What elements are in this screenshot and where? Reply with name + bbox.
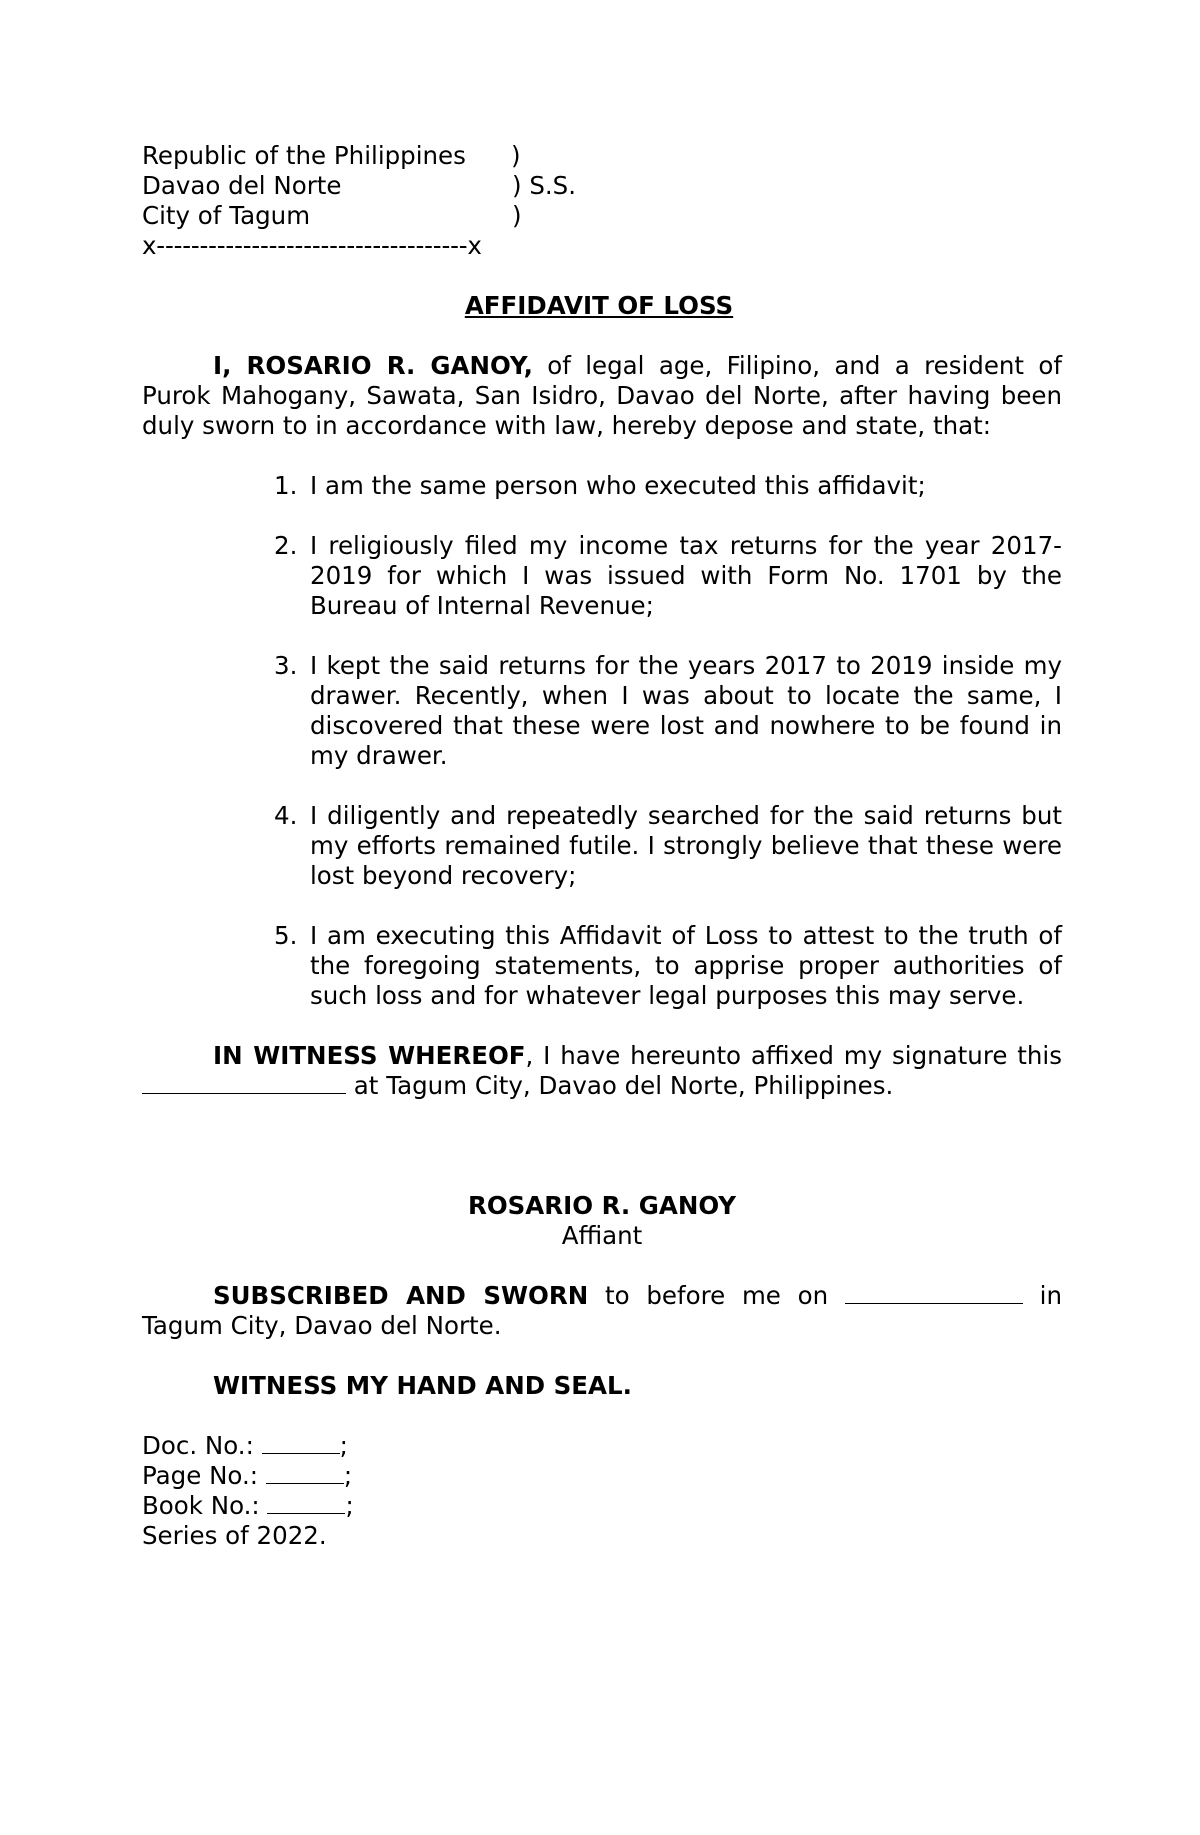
statement-item [142,801,1062,891]
witness-paragraph: IN WITNESS WHEREOF, I have hereunto affixed my signature this at Tagum City, Davao del Norte, Philippines. [142,1041,1062,1101]
caption-line-country [142,141,1062,171]
series-line: Series of 2022. [142,1521,327,1550]
book-no-blank [267,1491,345,1514]
intro-text: of legal age, Filipino, and a resident of Purok Mahogany, Sawata, San Isidro, Davao del Norte, after having been duly sworn to in accordance with law, hereby depose and state, that: [142,351,1062,440]
caption-country: Republic of the Philippines [142,141,466,170]
affiant-name-intro: I, ROSARIO R. GANOY, [213,351,533,380]
caption-line-city [142,201,1062,231]
statement-number: 1. [274,471,298,500]
statement-text: I religiously filed my income tax returns for the year 2017-2019 for which I was issued with Form No. 1701 by the Bureau of Internal Revenue; [310,531,1062,620]
statement-number: 3. [274,651,298,680]
statement-item [142,471,1062,501]
statement-text: I kept the said returns for the years 2017 to 2019 inside my drawer. Recently, when I was about to locate the same, I discovered that these were lost and nowhere to be found in my drawer. [310,651,1062,770]
statement-number: 2. [274,531,298,560]
sworn-date-blank [845,1281,1023,1304]
statement-text: I am executing this Affidavit of Loss to attest to the truth of the foregoing statements, to apprise proper authorities of such loss and for whatever legal purposes this may serve. [310,921,1062,1010]
caption-city: City of Tagum [142,201,311,230]
signature-block [142,1191,1062,1251]
doc-no-line: Doc. No.: ; [142,1431,348,1460]
subscribed-sworn: SUBSCRIBED AND SWORN [213,1281,589,1310]
statement-text: I am the same person who executed this affidavit; [310,471,926,500]
caption-ss: ) S.S. [512,171,577,200]
statement-number: 5. [274,921,298,950]
notarial-register [142,1431,1062,1551]
statement-item [142,921,1062,1011]
doc-no-blank [262,1431,340,1454]
page-no-blank [266,1461,344,1484]
statement-text: I diligently and repeatedly searched for the said returns but my efforts remained futile. I strongly believe that these were lost beyond recovery; [310,801,1062,890]
statements-list [142,471,1062,1011]
document-title: AFFIDAVIT OF LOSS [464,291,734,320]
book-no-line: Book No.: ; [142,1491,354,1520]
witness-hand-seal: WITNESS MY HAND AND SEAL. [213,1371,632,1400]
intro-paragraph [142,351,1062,441]
statement-item [142,651,1062,771]
caption-line-province [142,171,1062,201]
affiant-role: Affiant [561,1221,643,1250]
signature-date-blank [142,1071,346,1094]
page-no-line: Page No.: ; [142,1461,353,1490]
caption-bracket: ) [512,201,522,230]
statement-item [142,531,1062,621]
witness-whereof: IN WITNESS WHEREOF [213,1041,526,1070]
caption-province: Davao del Norte [142,171,342,200]
jurat-paragraph: SUBSCRIBED AND SWORN to before me on in Tagum City, Davao del Norte. [142,1281,1063,1340]
venue-caption [142,141,1062,261]
caption-separator: x------------------------------------x [142,231,482,260]
caption-bracket: ) [511,141,521,170]
affiant-name: ROSARIO R. GANOY [467,1191,737,1220]
statement-number: 4. [274,801,298,830]
